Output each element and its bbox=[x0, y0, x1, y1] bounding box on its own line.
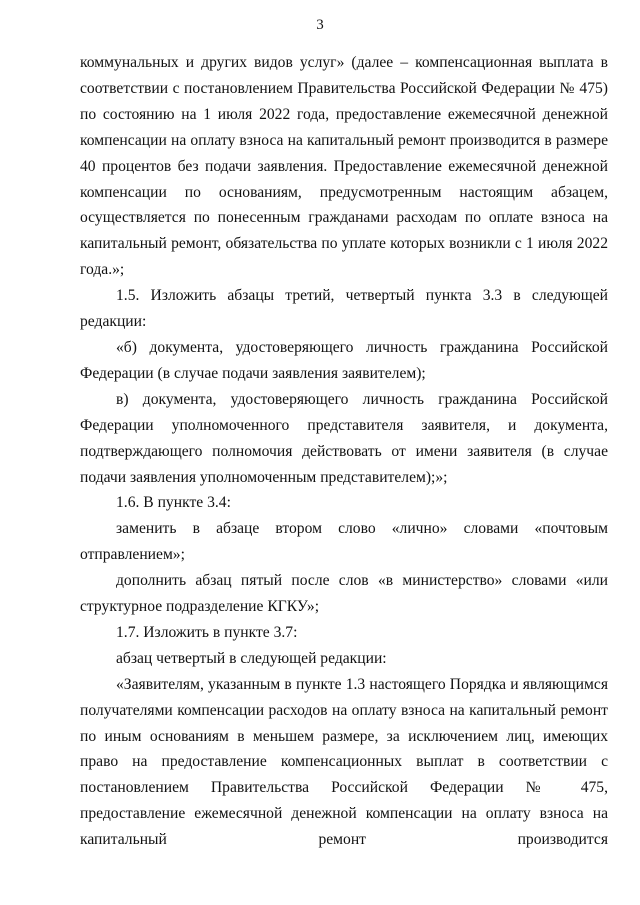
paragraph-continuation: коммунальных и других видов услуг» (далее – компенсационная выплата в соответствии с постановлением Правительства Российской Федерации № 475) по состоянию на 1 июля 2022 года, предоставление ежемесячной денежной компенсации на оплату взноса на капитальный ремонт производится в размере 40 процентов без подачи заявления. Предоставление ежемесячной денежной компенсации по основаниям, предусмотренным настоящим абзацем, осуществляется по понесенным гражданами расходам по оплате взноса на капитальный ремонт, обязательства по уплате которых возникли с 1 июля 2022 года.»; bbox=[80, 54, 608, 279]
paragraph-quoted-text: «Заявителям, указанным в пункте 1.3 настоящего Порядка и являющимся получателями компенсации расходов на оплату взноса на капитальный ремонт по иным основаниям в меньшем размере, за исключением лиц, имеющих право на предоставление компенсационных выплат в соответствии с постановлением Правительства Российской Федерации № 475, предоставление ежемесячной денежной компенсации на оплату взноса на капитальный ремонт производится bbox=[80, 675, 608, 849]
document-body bbox=[80, 50, 608, 853]
paragraph-item-1-7: 1.7. Изложить в пункте 3.7: bbox=[116, 623, 298, 641]
paragraph-item-1-5: 1.5. Изложить абзацы третий, четвертый пункта 3.3 в следующей редакции: bbox=[80, 287, 608, 331]
paragraph-replace-word: заменить в абзаце втором слово «лично» словами «почтовым отправлением»; bbox=[80, 520, 608, 564]
paragraph-subitem-b: «б) документа, удостоверяющего личность гражданина Российской Федерации (в случае подачи заявления заявителем); bbox=[80, 338, 608, 382]
paragraph-supplement: дополнить абзац пятый после слов «в министерство» словами «или структурное подразделение КГКУ»; bbox=[80, 572, 608, 616]
page-number: 3 bbox=[316, 17, 324, 33]
paragraph-item-1-6: 1.6. В пункте 3.4: bbox=[116, 494, 231, 512]
paragraph-fourth-abzac: абзац четвертый в следующей редакции: bbox=[116, 649, 387, 667]
paragraph-subitem-v: в) документа, удостоверяющего личность гражданина Российской Федерации уполномоченного представителя заявителя, и документа, подтверждающего полномочия действовать от имени заявителя (в случае подачи заявления уполномоченным представителем);»; bbox=[80, 390, 608, 486]
